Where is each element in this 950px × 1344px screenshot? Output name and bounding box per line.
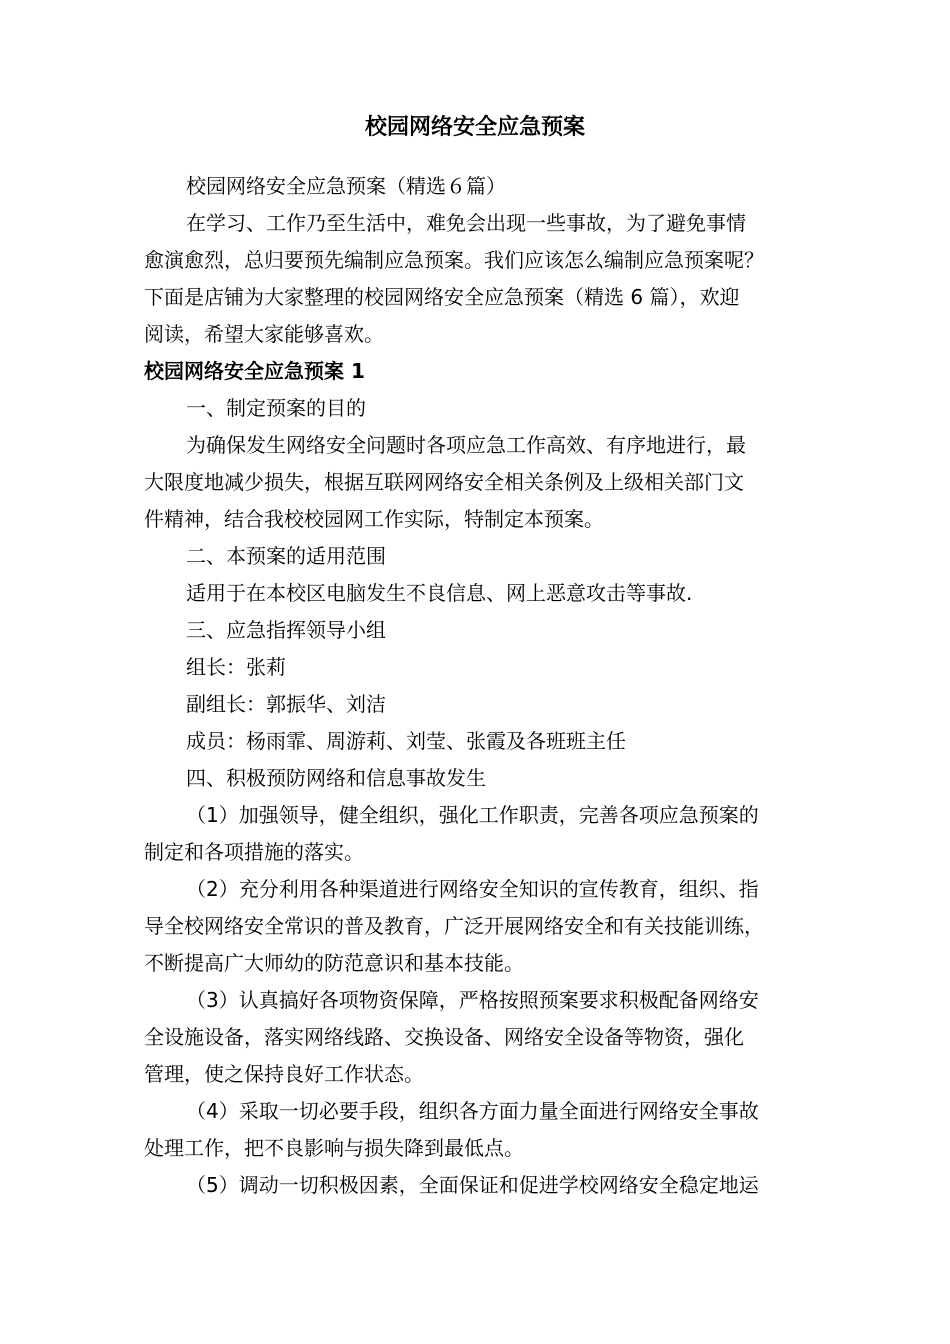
- text-line: 制定和各项措施的落实。: [144, 840, 364, 864]
- text-line: 处理工作，把不良影响与损失降到最低点。: [144, 1136, 524, 1160]
- text-line: 导全校网络安全常识的普及教育，广泛开展网络安全和有关技能训练，: [144, 914, 764, 938]
- text-line: 适用于在本校区电脑发生不良信息、网上恶意攻击等事故.: [186, 581, 693, 605]
- text-line: 成员：杨雨霏、周游莉、刘莹、张霞及各班班主任: [186, 729, 626, 753]
- text-line: 校园网络安全应急预案（精选６篇）: [186, 174, 506, 198]
- text-line: （1）加强领导，健全组织，强化工作职责，完善各项应急预案的: [186, 803, 759, 827]
- text-line: （4）采取一切必要手段，组织各方面力量全面进行网络安全事故: [186, 1099, 759, 1123]
- text-line: 件精神，结合我校校园网工作实际，特制定本预案。: [144, 507, 604, 531]
- text-line: 阅读，希望大家能够喜欢。: [144, 322, 384, 346]
- text-line: 组长：张莉: [186, 655, 286, 679]
- text-line: 为确保发生网络安全问题时各项应急工作高效、有序地进行，最: [186, 433, 746, 457]
- text-line: 下面是店铺为大家整理的校园网络安全应急预案（精选 6 篇），欢迎: [144, 285, 740, 309]
- text-line: 管理，使之保持良好工作状态。: [144, 1062, 424, 1086]
- text-line: 全设施设备，落实网络线路、交换设备、网络安全设备等物资，强化: [144, 1025, 744, 1049]
- text-line: 在学习、工作乃至生活中，难免会出现一些事故，为了避免事情: [186, 211, 746, 235]
- text-line: 大限度地减少损失，根据互联网网络安全相关条例及上级相关部门文: [144, 470, 744, 494]
- text-line: 愈演愈烈，总归要预先编制应急预案。我们应该怎么编制应急预案呢？: [144, 248, 764, 272]
- text-line: （5）调动一切积极因素，全面保证和促进学校网络安全稳定地运: [186, 1173, 759, 1197]
- section-heading: 校园网络安全应急预案 1: [144, 359, 365, 383]
- text-line: （2）充分利用各种渠道进行网络安全知识的宣传教育，组织、指: [186, 877, 759, 901]
- document-title: 校园网络安全应急预案: [364, 115, 585, 140]
- text-line: 副组长：郭振华、刘洁: [186, 692, 386, 716]
- text-line: （3）认真搞好各项物资保障，严格按照预案要求积极配备网络安: [186, 988, 759, 1012]
- text-line: 四、积极预防网络和信息事故发生: [186, 766, 486, 790]
- text-line: 一、制定预案的目的: [186, 396, 366, 420]
- text-line: 三、应急指挥领导小组: [186, 618, 386, 642]
- text-line: 二、本预案的适用范围: [186, 544, 386, 568]
- text-line: 不断提高广大师幼的防范意识和基本技能。: [144, 951, 524, 975]
